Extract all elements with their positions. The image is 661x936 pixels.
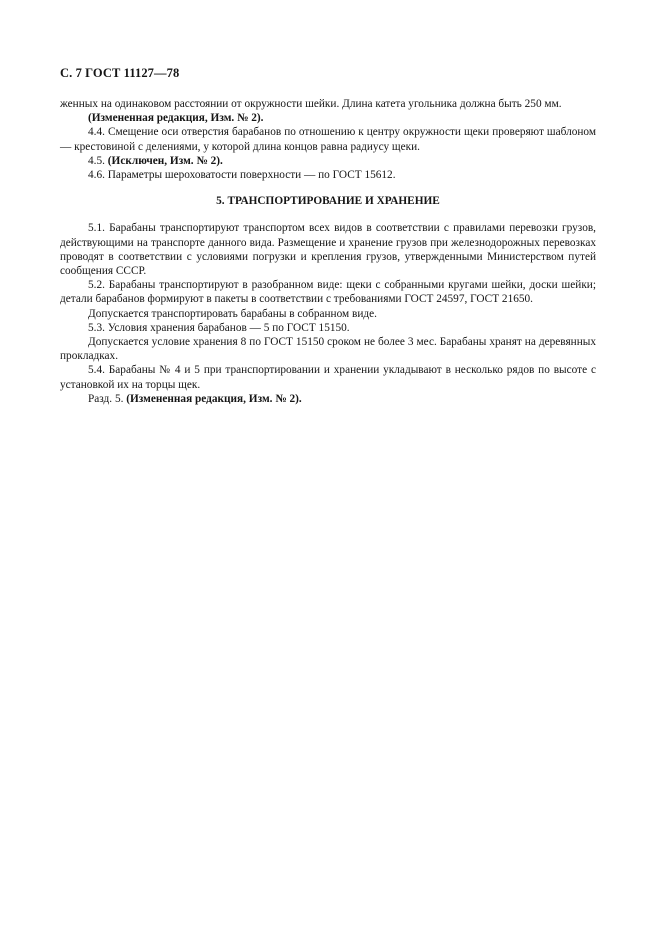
paragraph-5-2: [60, 278, 596, 306]
paragraph-5-4: [60, 363, 596, 391]
paragraph-text: 4.4. Смещение оси отверстия барабанов по отношению к центру окружности щеки проверяют шаблоном — крестовиной с делениями, у которой длина концов равна радиусу щеки.: [60, 126, 596, 153]
paragraph-text: женных на одинаковом расстоянии от окружности шейки. Длина катета угольника должна быть 250 мм.: [60, 98, 562, 110]
paragraph-text: 5.2. Барабаны транспортируют в разобранном виде: щеки с собранными кругами шейки, доски шейки; детали барабанов формируют в пакеты в соответствии с требованиями ГОСТ 24597, ГОСТ 21650.: [60, 279, 596, 306]
paragraph-4-6: [60, 168, 596, 182]
paragraph-4-3-continuation: [60, 97, 596, 111]
amendment-note: [60, 111, 596, 125]
paragraph-5-1: [60, 221, 596, 278]
section-title: 5. ТРАНСПОРТИРОВАНИЕ И ХРАНЕНИЕ: [216, 195, 440, 208]
amendment-text: (Измененная редакция, Изм. № 2).: [126, 392, 302, 405]
section-ref: Разд. 5.: [88, 392, 127, 405]
amendment-text: (Измененная редакция, Изм. № 2).: [88, 112, 264, 125]
paragraph-text: 5.1. Барабаны транспортируют транспортом всех видов в соответствии с правилами перевозки грузов, действующими на транспорте данного вида. Размещение и хранение грузов при железнодорожных перевозках проводят в соответствии с условиями погрузки и крепления грузов, утвержденными Министерством путей сообщения СССР.: [60, 222, 596, 278]
paragraph-number: 4.5.: [88, 154, 108, 167]
paragraph-text: 4.6. Параметры шероховатости поверхности — по ГОСТ 15612.: [88, 169, 396, 182]
paragraph-5-2-note: [60, 307, 596, 321]
excluded-note: (Исключен, Изм. № 2).: [107, 154, 223, 167]
paragraph-4-4: [60, 125, 596, 153]
paragraph-text: 5.4. Барабаны № 4 и 5 при транспортировании и хранении укладывают в несколько рядов по высоте с установкой их на торцы щек.: [60, 364, 596, 391]
paragraph-text: Допускается транспортировать барабаны в собранном виде.: [88, 307, 377, 320]
paragraph-5-3-note: [60, 335, 596, 363]
paragraph-text: 5.3. Условия хранения барабанов — 5 по ГОСТ 15150.: [88, 321, 350, 334]
page-header: С. 7 ГОСТ 11127—78: [60, 66, 180, 80]
paragraph-5-3: [60, 321, 596, 335]
paragraph-text: Допускается условие хранения 8 по ГОСТ 15150 сроком не более 3 мес. Барабаны хранят на деревянных прокладках.: [60, 336, 596, 363]
section-amendment-note: [60, 392, 596, 406]
paragraph-4-5: [60, 154, 596, 168]
document-body: [60, 97, 596, 406]
